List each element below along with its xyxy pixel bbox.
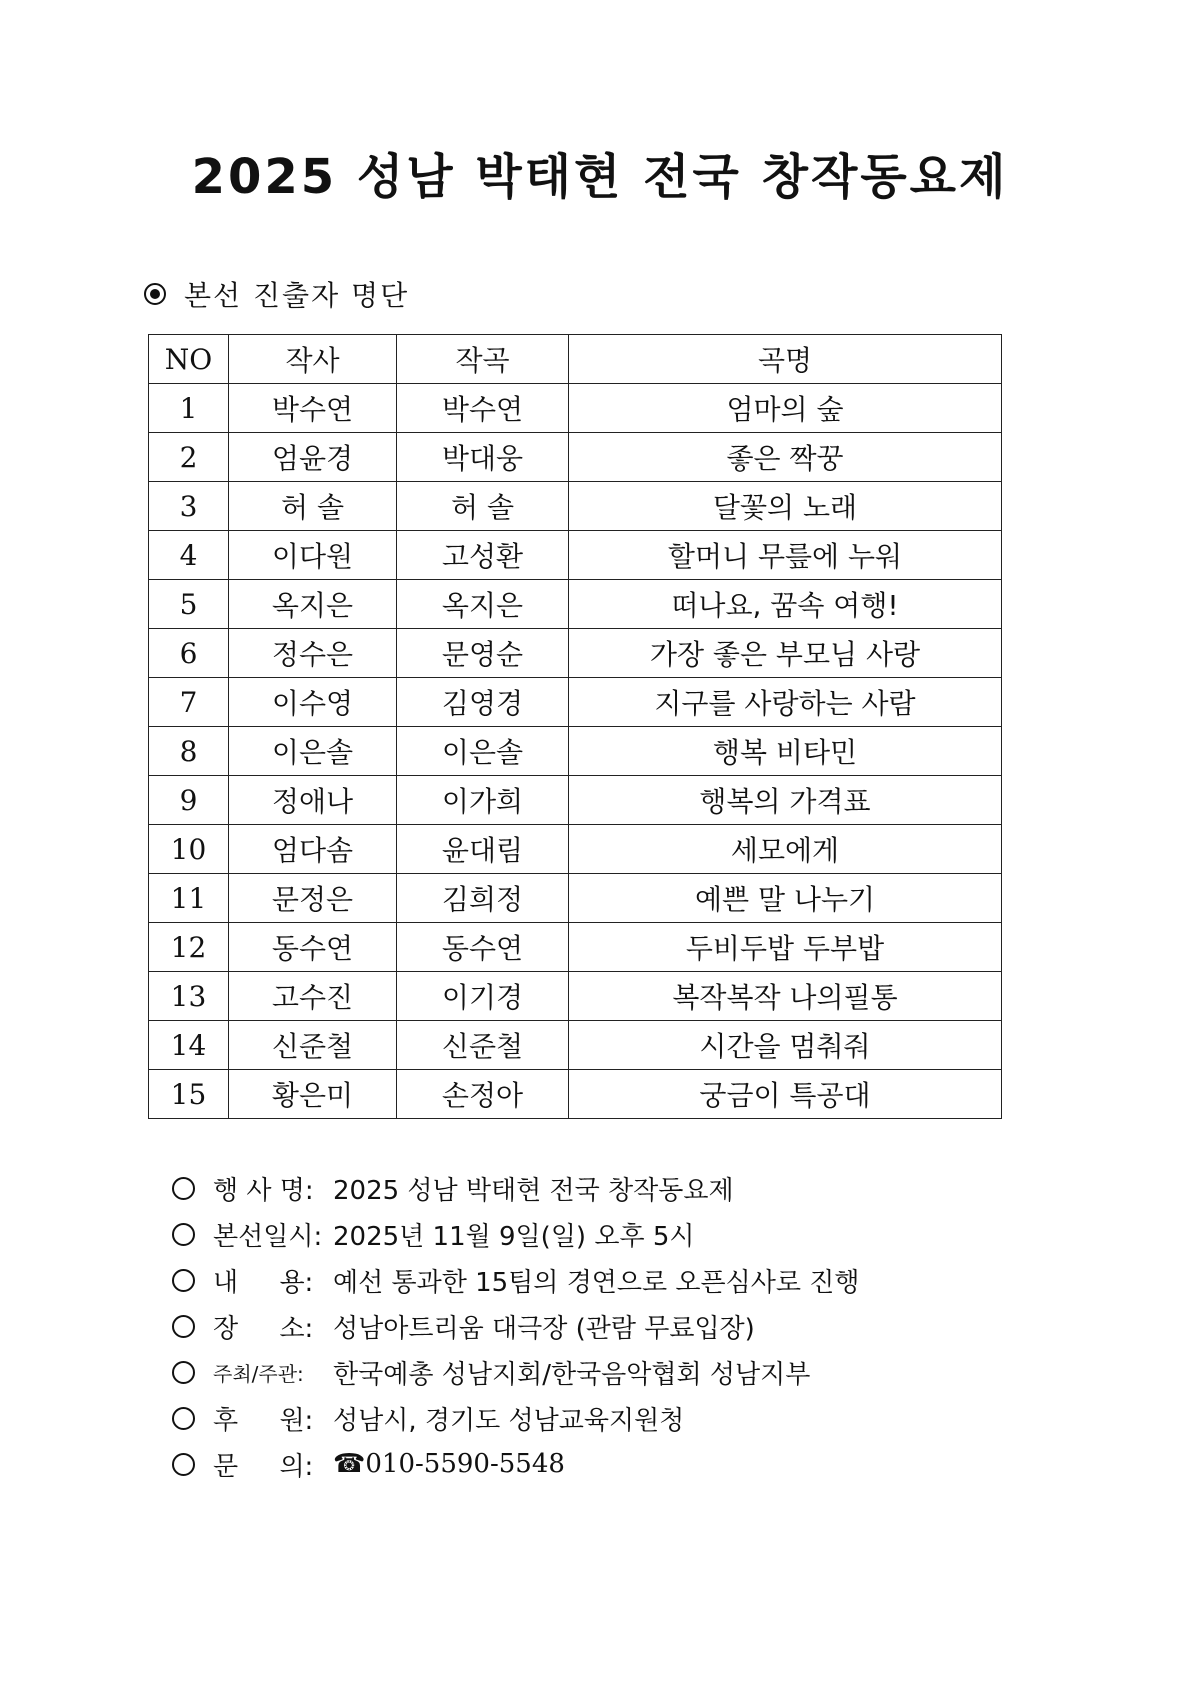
- cell-lyricist: 엄윤경: [229, 433, 397, 482]
- finalists-table: [148, 334, 1002, 1119]
- cell-lyricist: 정수은: [229, 629, 397, 678]
- cell-song: 가장 좋은 부모님 사랑: [569, 629, 1002, 678]
- cell-song: 예쁜 말 나누기: [569, 874, 1002, 923]
- cell-song: 할머니 무릎에 누워: [569, 531, 1002, 580]
- table-row: [149, 1070, 1002, 1119]
- table-row: [149, 972, 1002, 1021]
- info-item: [172, 1441, 860, 1487]
- cell-song: 궁금이 특공대: [569, 1070, 1002, 1119]
- cell-lyricist: 옥지은: [229, 580, 397, 629]
- cell-composer: 이기경: [397, 972, 569, 1021]
- cell-lyricist: 박수연: [229, 384, 397, 433]
- info-item: [172, 1165, 860, 1211]
- info-label: 문 의:: [213, 1451, 314, 1482]
- info-label: 내 용:: [213, 1267, 314, 1298]
- table-row: [149, 776, 1002, 825]
- cell-lyricist: 고수진: [229, 972, 397, 1021]
- hollow-circle-bullet-icon: [172, 1269, 195, 1292]
- cell-no: 5: [149, 580, 229, 629]
- table-row: [149, 384, 1002, 433]
- table-row: [149, 531, 1002, 580]
- cell-no: 3: [149, 482, 229, 531]
- event-info-list: [172, 1165, 860, 1487]
- cell-composer: 이은솔: [397, 727, 569, 776]
- cell-song: 복작복작 나의필통: [569, 972, 1002, 1021]
- table-row: [149, 433, 1002, 482]
- cell-lyricist: 동수연: [229, 923, 397, 972]
- hollow-circle-bullet-icon: [172, 1361, 195, 1384]
- cell-no: 12: [149, 923, 229, 972]
- cell-lyricist: 이다원: [229, 531, 397, 580]
- cell-no: 8: [149, 727, 229, 776]
- hollow-circle-bullet-icon: [172, 1177, 195, 1200]
- table-row: [149, 874, 1002, 923]
- cell-lyricist: 이수영: [229, 678, 397, 727]
- cell-song: 두비두밥 두부밥: [569, 923, 1002, 972]
- cell-no: 4: [149, 531, 229, 580]
- cell-composer: 고성환: [397, 531, 569, 580]
- cell-no: 9: [149, 776, 229, 825]
- cell-composer: 허 솔: [397, 482, 569, 531]
- cell-composer: 문영순: [397, 629, 569, 678]
- hollow-circle-bullet-icon: [172, 1407, 195, 1430]
- table-row: [149, 580, 1002, 629]
- info-item: [172, 1303, 860, 1349]
- table-row: [149, 629, 1002, 678]
- cell-song: 좋은 짝꿍: [569, 433, 1002, 482]
- cell-composer: 윤대림: [397, 825, 569, 874]
- table-row: [149, 727, 1002, 776]
- info-item: [172, 1395, 860, 1441]
- cell-composer: 옥지은: [397, 580, 569, 629]
- cell-song: 시간을 멈춰줘: [569, 1021, 1002, 1070]
- cell-lyricist: 문정은: [229, 874, 397, 923]
- document-title: 2025 성남 박태현 전국 창작동요제: [191, 149, 1009, 205]
- cell-lyricist: 허 솔: [229, 482, 397, 531]
- cell-lyricist: 황은미: [229, 1070, 397, 1119]
- cell-lyricist: 이은솔: [229, 727, 397, 776]
- cell-lyricist: 엄다솜: [229, 825, 397, 874]
- cell-composer: 동수연: [397, 923, 569, 972]
- cell-no: 14: [149, 1021, 229, 1070]
- cell-no: 10: [149, 825, 229, 874]
- cell-composer: 신준철: [397, 1021, 569, 1070]
- table-row: [149, 482, 1002, 531]
- column-header-lyricist: 작사: [229, 335, 397, 384]
- info-label: 행 사 명:: [213, 1175, 314, 1206]
- section-heading: [144, 274, 409, 314]
- cell-no: 11: [149, 874, 229, 923]
- cell-song: 행복 비타민: [569, 727, 1002, 776]
- cell-no: 13: [149, 972, 229, 1021]
- cell-no: 1: [149, 384, 229, 433]
- cell-composer: 박대웅: [397, 433, 569, 482]
- table-row: [149, 678, 1002, 727]
- hollow-circle-bullet-icon: [172, 1223, 195, 1246]
- info-label: 주최/주관:: [213, 1361, 304, 1386]
- cell-composer: 이가희: [397, 776, 569, 825]
- table-header-row: [149, 335, 1002, 384]
- cell-song: 달꽃의 노래: [569, 482, 1002, 531]
- cell-lyricist: 정애나: [229, 776, 397, 825]
- cell-song: 행복의 가격표: [569, 776, 1002, 825]
- cell-song: 엄마의 숲: [569, 384, 1002, 433]
- info-value: 성남시, 경기도 성남교육지원청: [333, 1405, 685, 1436]
- table-row: [149, 1021, 1002, 1070]
- info-value: 2025 성남 박태현 전국 창작동요제: [333, 1175, 734, 1206]
- info-value: 예선 통과한 15팀의 경연으로 오픈심사로 진행: [333, 1267, 860, 1298]
- table-row: [149, 923, 1002, 972]
- info-item: [172, 1349, 860, 1395]
- cell-no: 2: [149, 433, 229, 482]
- info-label: 장 소:: [213, 1313, 314, 1344]
- cell-lyricist: 신준철: [229, 1021, 397, 1070]
- filled-circle-bullet-icon: [144, 283, 166, 305]
- info-label: 후 원:: [213, 1405, 314, 1436]
- cell-composer: 손정아: [397, 1070, 569, 1119]
- cell-song: 떠나요, 꿈속 여행!: [569, 580, 1002, 629]
- info-item: [172, 1257, 860, 1303]
- cell-composer: 김희정: [397, 874, 569, 923]
- hollow-circle-bullet-icon: [172, 1453, 195, 1476]
- cell-no: 15: [149, 1070, 229, 1119]
- cell-composer: 김영경: [397, 678, 569, 727]
- info-value: 성남아트리움 대극장 (관람 무료입장): [333, 1313, 755, 1344]
- info-value: ☎010-5590-5548: [333, 1449, 565, 1479]
- table-row: [149, 825, 1002, 874]
- info-value: 한국예총 성남지회/한국음악협회 성남지부: [333, 1359, 811, 1390]
- cell-song: 지구를 사랑하는 사람: [569, 678, 1002, 727]
- cell-no: 7: [149, 678, 229, 727]
- cell-composer: 박수연: [397, 384, 569, 433]
- cell-no: 6: [149, 629, 229, 678]
- info-label: 본선일시:: [213, 1221, 323, 1252]
- column-header-composer: 작곡: [397, 335, 569, 384]
- cell-song: 세모에게: [569, 825, 1002, 874]
- section-heading-text: 본선 진출자 명단: [184, 279, 410, 312]
- info-item: [172, 1211, 860, 1257]
- info-value: 2025년 11월 9일(일) 오후 5시: [333, 1221, 695, 1252]
- column-header-no: NO: [149, 335, 229, 384]
- hollow-circle-bullet-icon: [172, 1315, 195, 1338]
- column-header-song: 곡명: [569, 335, 1002, 384]
